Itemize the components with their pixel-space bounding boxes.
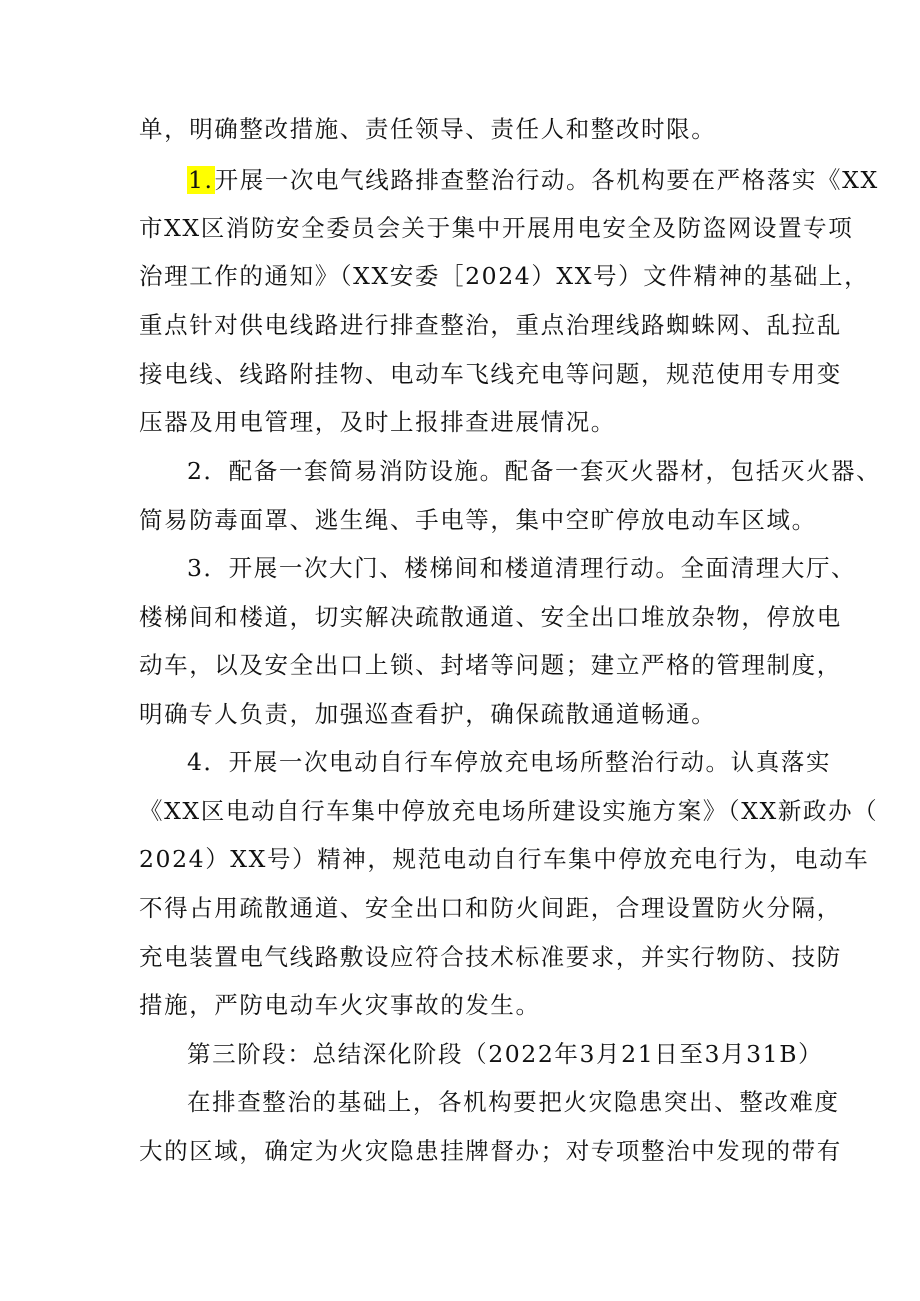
paragraph-line: 2．配备一套简易消防设施。配备一套灭火器材，包括灭火器、 xyxy=(187,457,882,485)
paragraph-line: 大的区域，确定为火灾隐患挂牌督办；对专项整治中发现的带有 xyxy=(139,1137,842,1165)
paragraph-line xyxy=(187,165,879,195)
section-heading: 第三阶段：总结深化阶段（2022年3月21日至3月31B） xyxy=(187,1040,824,1068)
paragraph-line: 措施，严防电动车火灾事故的发生。 xyxy=(139,991,541,1019)
paragraph-line: 重点针对供电线路进行排查整治，重点治理线路蜘蛛网、乱拉乱 xyxy=(139,311,842,339)
paragraph-line: 4．开展一次电动自行车停放充电场所整治行动。认真落实 xyxy=(187,748,832,776)
paragraph-line: 2024）XX号）精神，规范电动自行车集中停放充电行为，电动车 xyxy=(139,845,870,873)
paragraph-line: 3．开展一次大门、楼梯间和楼道清理行动。全面清理大厅、 xyxy=(187,554,857,582)
paragraph-line: 治理工作的通知》（XX安委［2024）XX号）文件精神的基础上， xyxy=(139,262,870,290)
paragraph-line: 市XX区消防安全委员会关于集中开展用电安全及防盗网设置专项 xyxy=(139,214,854,242)
paragraph-line: 楼梯间和楼道，切实解决疏散通道、安全出口堆放杂物，停放电 xyxy=(139,603,842,631)
highlighted-item-number: 1. xyxy=(188,166,214,194)
paragraph-line: 单，明确整改措施、责任领导、责任人和整改时限。 xyxy=(139,115,717,143)
paragraph-line: 动车，以及安全出口上锁、封堵等问题；建立严格的管理制度， xyxy=(139,651,842,679)
paragraph-line: 在排查整治的基础上，各机构要把火灾隐患突出、整改难度 xyxy=(187,1088,840,1116)
paragraph-line: 充电装置电气线路敷设应符合技术标准要求，并实行物防、技防 xyxy=(139,943,842,971)
paragraph-line: 明确专人负责，加强巡查看护，确保疏散通道畅通。 xyxy=(139,700,717,728)
paragraph-line: 《XX区电动自行车集中停放充电场所建设实施方案》（XX新政办（ xyxy=(139,797,879,825)
paragraph-line: 接电线、线路附挂物、电动车飞线充电等问题，规范使用专用变 xyxy=(139,360,842,388)
paragraph-line: 简易防毒面罩、逃生绳、手电等，集中空旷停放电动车区域。 xyxy=(139,506,817,534)
paragraph-line: 不得占用疏散通道、安全出口和防火间距，合理设置防火分隔， xyxy=(139,894,842,922)
paragraph-line-text: 开展一次电气线路排查整治行动。各机构要在严格落实《XX xyxy=(214,166,879,194)
paragraph-line: 压器及用电管理，及时上报排查进展情况。 xyxy=(139,408,616,436)
